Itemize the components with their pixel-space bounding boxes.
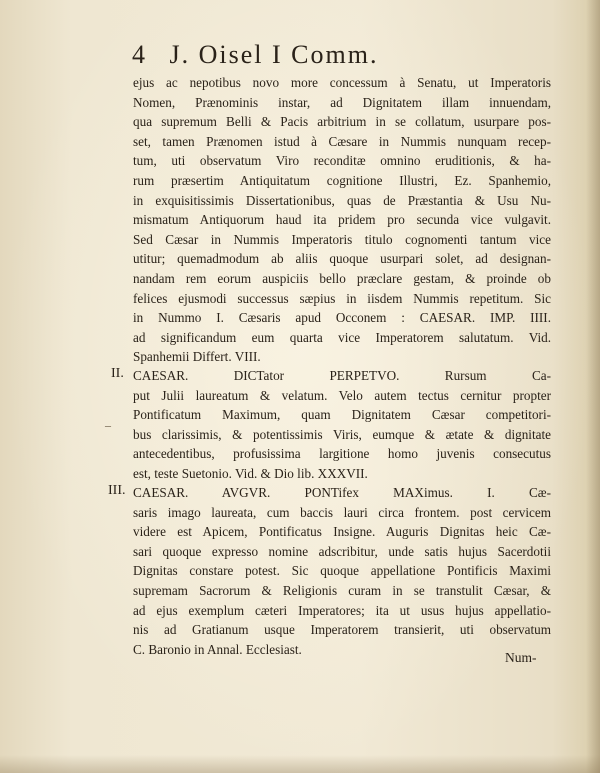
text-line: C. Baronio in Annal. Ecclesiast. bbox=[133, 641, 302, 657]
text-line: Sed Cæsar in Nummis Imperatoris titulo cognomenti tantum vice bbox=[133, 231, 551, 247]
text-line: tum, uti observatum Viro reconditæ omnino eruditionis, & ha- bbox=[133, 153, 551, 169]
page-bottom-shadow bbox=[0, 755, 600, 773]
text-line: sari quoque expresso nomine adscribitur, unde satis hujus Sacerdotii bbox=[133, 543, 551, 559]
text-line: in Nummo I. Cæsaris apud Occonem : CAESAR. IMP. IIII. bbox=[133, 310, 551, 326]
text-line: Nomen, Prænominis instar, ad Dignitatem illam innuendam, bbox=[133, 94, 551, 110]
text-line: CAESAR. AVGVR. PONTifex MAXimus. I. Cæ- bbox=[133, 485, 551, 500]
text-line: ejus ac nepotibus novo more concessum à Senatu, ut Imperatoris bbox=[133, 75, 551, 90]
text-line: est, teste Suetonio. Vid. & Dio lib. XXXVII. bbox=[133, 465, 368, 481]
text-line: felices ejusmodi successus sæpius in iisdem Nummis repetitum. Sic bbox=[133, 290, 551, 306]
text-line: Pontificatum Maximum, quam Dignitatem Cæsar competitori- bbox=[133, 407, 551, 423]
catchword: Num- bbox=[505, 650, 537, 665]
text-line: antecedentibus, profusissima largitione homo juvenis consecutus bbox=[133, 446, 551, 462]
text-line: saris imago laureata, cum baccis lauri circa frontem. post cervicem bbox=[133, 504, 551, 520]
text-line: put Julii laureatum & velatum. Velo autem tectus cernitur propter bbox=[133, 387, 551, 403]
running-header bbox=[132, 40, 552, 70]
text-line: utitur; quemadmodum ab aliis quoque usurpari solet, ad designan- bbox=[133, 251, 551, 267]
text-line: bus clarissimis, & potentissimis Viris, eumque & ætate & dignitate bbox=[133, 426, 551, 442]
text-line: ad significandum eum quarta vice Imperatorem salutatum. Vid. bbox=[133, 329, 551, 345]
page-number: 4 bbox=[132, 40, 147, 69]
paragraph-2 bbox=[133, 366, 551, 484]
text-line: qua supremum Belli & Pacis arbitrium in se collatum, usurpare pos- bbox=[133, 114, 551, 130]
text-line: mismatum Antiquorum haud ita pridem pro secunda vice vulgavit. bbox=[133, 212, 551, 228]
paragraph-3 bbox=[133, 483, 551, 659]
text-line: Dignitas constare potest. Sic quoque appellatione Pontificis Maximi bbox=[133, 563, 551, 579]
paragraph-1 bbox=[133, 73, 551, 367]
text-line: nandam rem eorum auspiciis bello præclare gestam, & proinde ob bbox=[133, 270, 551, 286]
text-line: nis ad Gratianum usque Imperatorem transierit, uti observatum bbox=[133, 622, 551, 638]
text-line: videre est Apicem, Pontificatus Insigne. Auguris Dignitas heic Cæ- bbox=[133, 524, 551, 540]
section-marker-ii: II. bbox=[111, 366, 124, 381]
section-marker-iii: III. bbox=[108, 483, 126, 498]
text-line: ad ejus exemplum cæteri Imperatores; ita ut usus hujus appellatio- bbox=[133, 602, 551, 618]
text-line: supremam Sacrorum & Religionis curam in se transtulit Cæsar, & bbox=[133, 582, 551, 598]
text-line: in exquisitissimis Dissertationibus, quas de Præstantia & Usu Nu- bbox=[133, 192, 551, 208]
text-line: Spanhemii Differt. VIII. bbox=[133, 349, 261, 365]
text-line: CAESAR. DICTator PERPETVO. Rursum Ca- bbox=[133, 368, 551, 383]
page-edge-shadow bbox=[586, 0, 600, 773]
text-line: set, tamen Prænomen istud à Cæsare in Nummis nunquam recep- bbox=[133, 133, 551, 149]
margin-mark: – bbox=[105, 418, 111, 432]
running-title: J. Oisel I Comm. bbox=[169, 40, 379, 69]
text-line: rum præsertim Antiquitatum cognitione Illustri, Ez. Spanhemio, bbox=[133, 172, 551, 188]
